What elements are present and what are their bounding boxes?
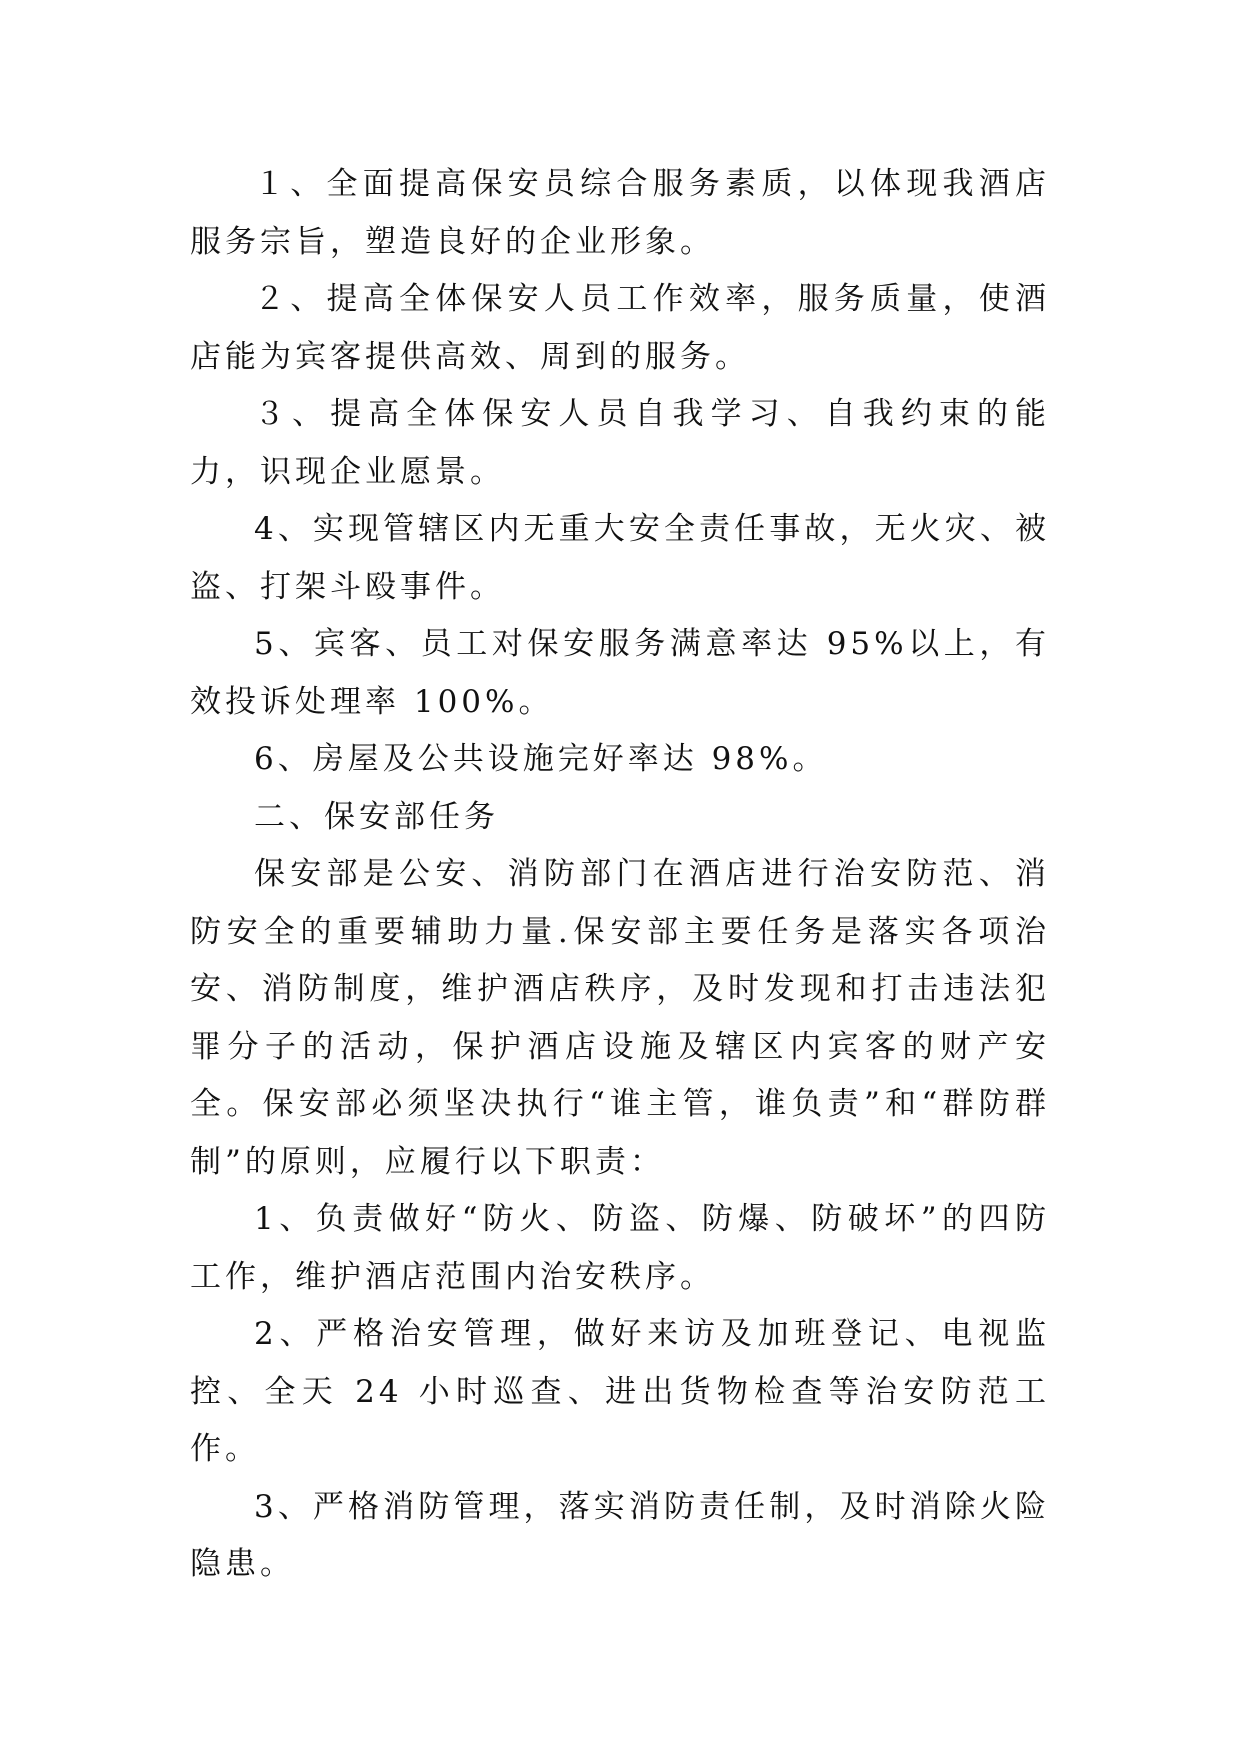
paragraph-tasks-intro: 保安部是公安、消防部门在酒店进行治安防范、消防安全的重要辅助力量.保安部主要任务是落实各项治安、消防制度，维护酒店秩序，及时发现和打击违法犯罪分子的活动，保护酒店设施及辖区内宾客的财产安全。保安部必须坚决执行“谁主管，谁负责”和“群防群制”的原则，应履行以下职责：: [190, 856, 1050, 1180]
paragraph-duty-1: 1、负责做好“防火、防盗、防爆、防破坏”的四防工作，维护酒店范围内治安秩序。: [190, 1201, 1050, 1295]
paragraph-goal-2: ２、提高全体保安人员工作效率，服务质量，使酒店能为宾客提供高效、周到的服务。: [190, 281, 1050, 375]
paragraph-goal-1: １、全面提高保安员综合服务素质，以体现我酒店服务宗旨，塑造良好的企业形象。: [190, 166, 1050, 260]
paragraph-goal-4: 4、实现管辖区内无重大安全责任事故，无火灾、被盗、打架斗殴事件。: [190, 511, 1050, 605]
paragraph-goal-6: 6、房屋及公共设施完好率达 98%。: [254, 741, 828, 777]
paragraph-duty-3: 3、严格消防管理，落实消防责任制，及时消除火险隐患。: [190, 1488, 1050, 1582]
paragraph-duty-2: 2、严格治安管理，做好来访及加班登记、电视监控、全天 24 小时巡查、进出货物检查等治安防范工作。: [190, 1316, 1050, 1467]
section-heading-tasks: 二、保安部任务: [254, 798, 499, 835]
document-body: [190, 156, 1050, 1594]
paragraph-goal-3: ３、提高全体保安人员自我学习、自我约束的能力，识现企业愿景。: [190, 396, 1050, 490]
paragraph-goal-5: 5、宾客、员工对保安服务满意率达 95%以上，有效投诉处理率 100%。: [190, 626, 1050, 720]
